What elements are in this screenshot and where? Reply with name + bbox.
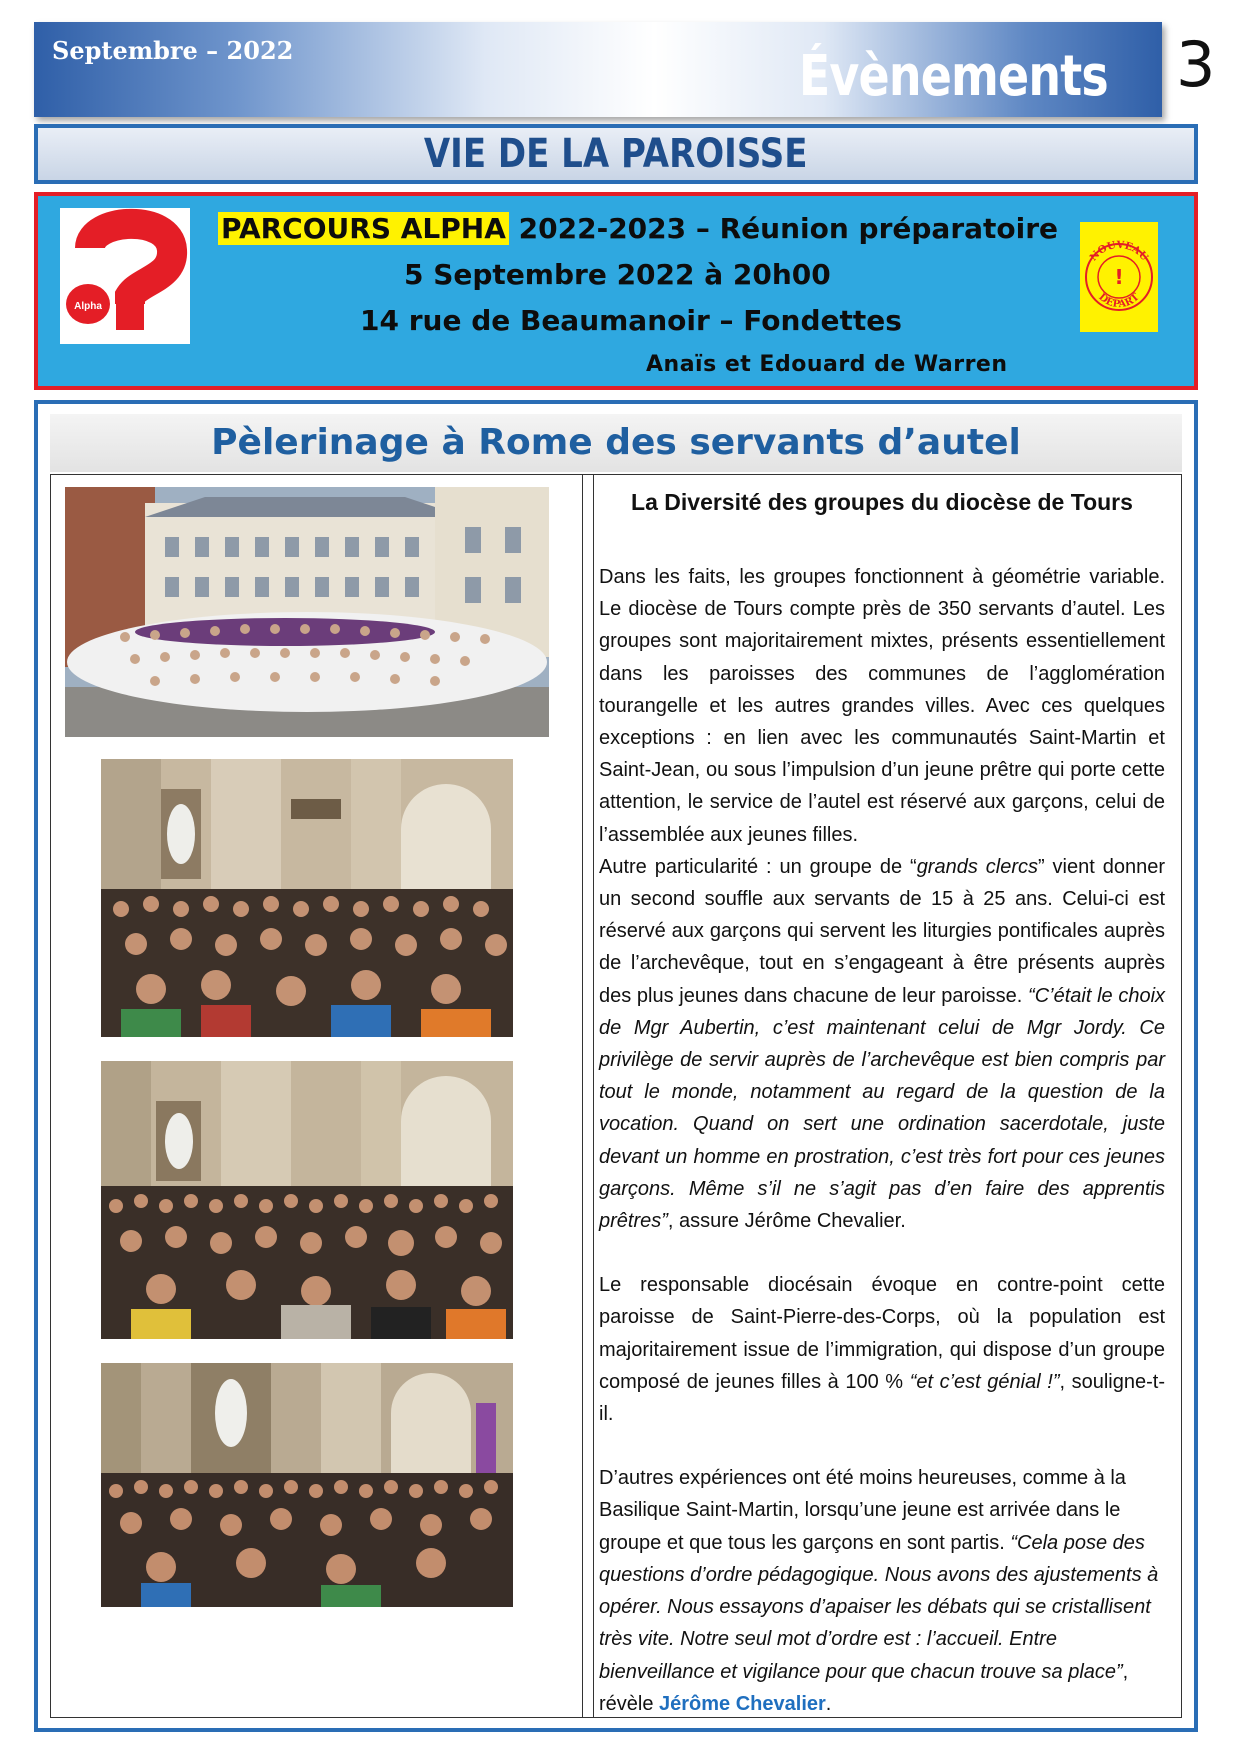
article-body (599, 561, 1165, 1720)
alpha-headline-rest: 2022-2023 – Réunion préparatoire (508, 212, 1059, 245)
article-paragraph-1: Dans les faits, les groupes fonctionnent à géométrie variable. Le diocèse de Tours compte près de 350 servants d’autel. Les groupes sont majoritairement mixtes, présents essentiellement dans les paroisses des communes de l’agglomération tourangelle et les autres grandes villes. Avec ces quelques exceptions : en lien avec les communautés Saint-Martin et Saint-Jean, ou sous l’impulsion d’un jeune prêtre qui porte cette attention, le service de l’autel est réservé aux garçons, celui de l’assemblée aux jeunes filles. (599, 566, 1165, 846)
article-text: ” vient donner un second souffle aux servants de 15 à 25 ans. Celui-ci est réservé aux garçons qui servent les liturgies pontificales auprès de l’archevêque, tout en s’engageant à être présents auprès des plus jeunes dans chacune de leur paroisse. (599, 855, 1166, 1007)
article-column (582, 474, 1182, 1718)
author-signature: Jérôme Chevalier (659, 1692, 826, 1715)
article-text: Autre particularité : un groupe de “ (599, 855, 917, 878)
group-photo-courtyard-icon (65, 487, 549, 737)
article-text: , révèle (599, 1660, 1129, 1715)
section-title: Évènements (798, 44, 1108, 109)
article-quote: “C’était le choix de Mgr Aubertin, c’est maintenant celui de Mgr Jordy. Ce privilège de servir auprès de l’archevêque est bien compris par tout le monde, notamment au regard de la question de la vocation. Quand on sert une ordination sacerdotale, juste devant un homme en prostration, c’est très fort pour ces jeunes garçons. Même s’il ne s’agit pas d’en faire des apprentis prêtres” (599, 984, 1166, 1233)
parish-title-box (34, 124, 1198, 184)
article-text: Le responsable diocésain évoque en contre-point cette paroisse de Saint-Pierre-des-Corps, où la population est majoritairement issue de l’immigration, qui dispose d’un groupe composé de jeunes filles à 100 % (599, 1274, 1165, 1393)
page-number: 3 (1176, 28, 1216, 101)
alpha-headline (218, 212, 1058, 245)
pilgrimage-title: Pèlerinage à Rome des servants d’autel (211, 422, 1021, 463)
pilgrimage-section (34, 400, 1198, 1732)
article-title: La Diversité des groupes du diocèse de Tours (631, 489, 1133, 515)
alpha-date: 5 Septembre 2022 à 20h00 (404, 258, 831, 291)
svg-text:Alpha: Alpha (74, 301, 102, 312)
article-quote: “Cela pose des questions d’ordre pédagogique. Nous avons des ajustements à opérer. Nous essayons d’apaiser les débats qui se cristallisent très vite. Notre seul mot d’ordre est : l’accueil. Entre bienveillance et vigilance pour que chacun trouve sa place” (599, 1531, 1159, 1683)
alpha-announcement (34, 192, 1198, 390)
nouveau-depart-stamp-icon (1080, 222, 1158, 332)
parish-title: VIE DE LA PAROISSE (424, 131, 808, 177)
alpha-highlight: PARCOURS ALPHA (218, 212, 509, 245)
svg-text:NOUVEAU: NOUVEAU (1088, 239, 1150, 264)
svg-text:!: ! (1114, 265, 1124, 289)
alpha-logo-icon (60, 208, 190, 344)
svg-text:DÉPART: DÉPART (1096, 291, 1142, 311)
article-text: . (825, 1692, 832, 1715)
alpha-contacts: Anaïs et Edouard de Warren (646, 352, 1008, 377)
article-emphasis: grands clercs (916, 855, 1038, 878)
article-quote: “et c’est génial !” (909, 1370, 1060, 1393)
article-text: , souligne-t-il. (599, 1370, 1165, 1426)
header-band (34, 22, 1162, 117)
alpha-address: 14 rue de Beaumanoir – Fondettes (360, 304, 902, 337)
basilica-crowd-photo-2-icon (101, 1061, 513, 1339)
basilica-crowd-photo-1-icon (101, 759, 513, 1037)
article-paragraph-3 (599, 1269, 1165, 1430)
article-text: D’autres expériences ont été moins heureuses, comme à la Basilique Saint-Martin, lorsqu’une jeune est arrivée dans le groupe et que tous les garçons en sont partis. (599, 1467, 1126, 1554)
article-paragraph-4 (599, 1462, 1165, 1720)
article-paragraph-2 (599, 851, 1165, 1237)
issue-date: Septembre – 2022 (52, 36, 294, 65)
article-text: , assure Jérôme Chevalier. (667, 1210, 906, 1233)
photo-column (50, 474, 594, 1718)
basilica-crowd-photo-3-icon (101, 1363, 513, 1607)
pilgrimage-title-bar (50, 414, 1182, 472)
